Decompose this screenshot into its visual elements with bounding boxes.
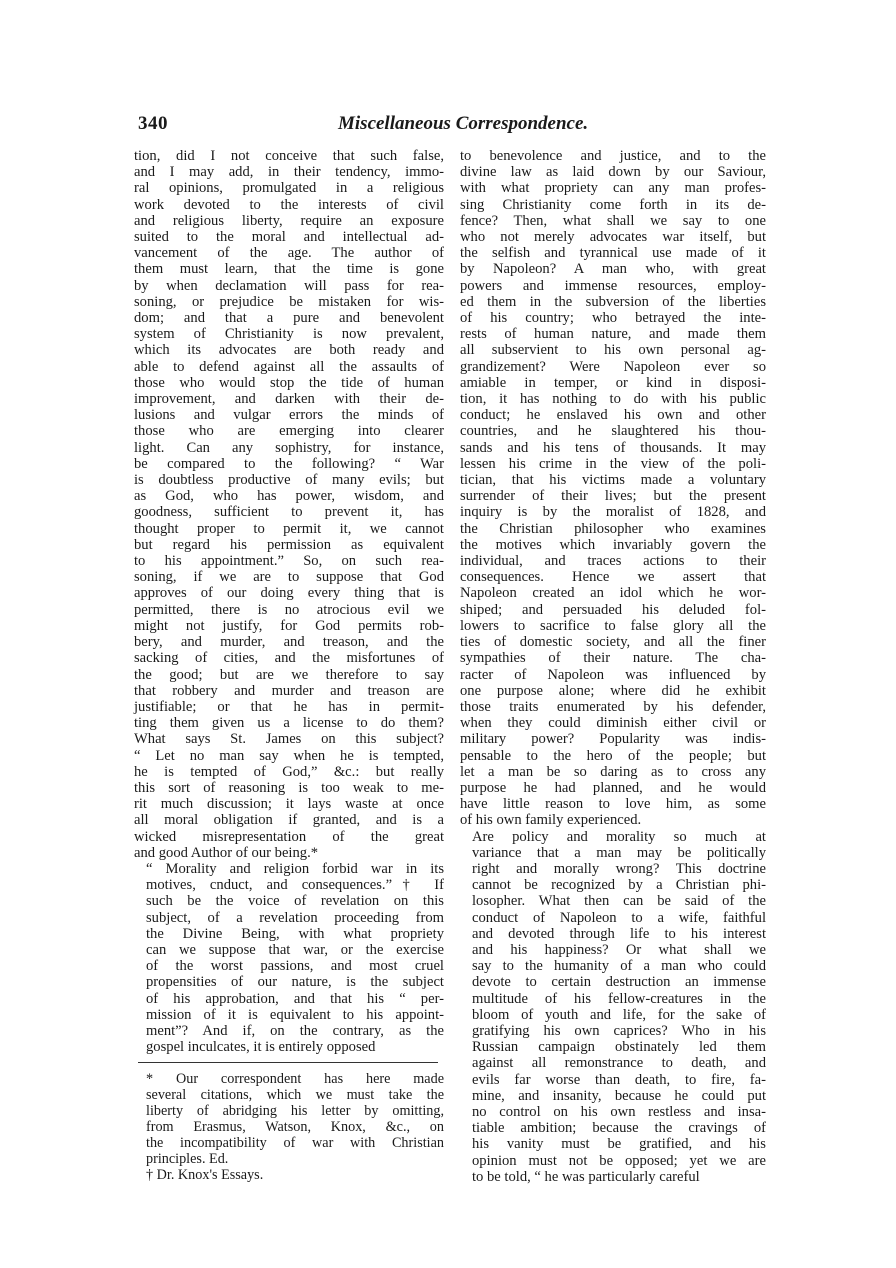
text-line: those who are emerging into clearer xyxy=(134,423,444,440)
text-line: who not merely advocates war itself, but xyxy=(460,229,766,246)
text-line: losopher. What then can be said of the xyxy=(472,893,766,910)
text-line: improvement, and darken with their de- xyxy=(134,391,444,408)
text-line: he is tempted of God,” &c.: but really xyxy=(134,763,444,780)
text-line: have little reason to love him, as some xyxy=(460,796,766,813)
text-line: consequences. Hence we assert that xyxy=(460,569,766,586)
text-line: all moral obligation if granted, and is a xyxy=(134,812,444,829)
text-line: of the worst passions, and most cruel xyxy=(146,958,444,975)
text-line: the Divine Being, with what propriety xyxy=(146,925,444,942)
text-line: right and morally wrong? This doctrine xyxy=(472,860,766,877)
text-line: able to defend against all the assaults of xyxy=(134,358,444,375)
text-line: variance that a man may be politically xyxy=(472,844,766,861)
text-line: to be told, “ he was particularly careful xyxy=(472,1168,700,1185)
text-line: opinion must not be opposed; yet we are xyxy=(472,1152,766,1169)
text-line: soning, or prejudice be mistaken for wis- xyxy=(134,293,444,310)
text-line: wicked misrepresentation of the great xyxy=(134,828,444,845)
text-line: ed them in the subversion of the liberties xyxy=(460,293,766,310)
text-line: when they could diminish either civil or xyxy=(460,715,766,732)
footnotes xyxy=(134,1071,444,1183)
text-line: Napoleon created an idol which he wor- xyxy=(460,585,766,602)
text-line: principles. Ed. xyxy=(146,1151,229,1168)
text-line: that robbery and murder and treason are xyxy=(134,682,444,699)
text-line: all subservient to his own personal ag- xyxy=(460,342,766,359)
text-line: liberty of abridging his letter by omitting, xyxy=(146,1103,444,1120)
text-line: ting them given us a license to do them? xyxy=(134,715,444,732)
text-line: Russian campaign obstinately led them xyxy=(472,1039,766,1056)
text-line: those who would stop the tide of human xyxy=(134,374,444,391)
text-line: bery, and murder, and treason, and the xyxy=(134,634,444,651)
text-line: the motives which invariably govern the xyxy=(460,536,766,553)
text-line: tion, did I not conceive that such false, xyxy=(134,148,444,164)
text-line: might not justify, for God permits rob- xyxy=(134,617,444,634)
text-line: this sort of reasoning is too weak to me- xyxy=(134,779,444,796)
text-line: subject, of a revelation proceeding from xyxy=(146,909,444,926)
text-line: motives, cnduct, and consequences.”† If xyxy=(146,877,444,894)
footnote-1 xyxy=(134,1071,444,1167)
text-line: tion, it has nothing to do with his public xyxy=(460,391,766,408)
footnote-2-text: † Dr. Knox's Essays. xyxy=(146,1167,264,1184)
text-line: of his approbation, and that his “ per- xyxy=(146,990,444,1007)
text-line: those traits enumerated by his defender, xyxy=(460,698,766,715)
text-line: dom; and that a pure and benevolent xyxy=(134,310,444,327)
text-line: the Christian philosopher who examines xyxy=(460,520,766,537)
text-line: justifiable; or that he has in permit- xyxy=(134,698,444,715)
left-paragraph-1 xyxy=(134,148,444,861)
text-line: by Napoleon? A man who, with great xyxy=(460,261,766,278)
text-line: racter of Napoleon was influenced by xyxy=(460,666,766,683)
text-line: “ Let no man say when he is tempted, xyxy=(134,747,444,764)
text-line: mine, and insanity, because he could put xyxy=(472,1087,766,1104)
page-number: 340 xyxy=(138,113,168,134)
text-line: multitude of his fellow-creatures in the xyxy=(472,990,766,1007)
text-line: which its advocates are both ready and xyxy=(134,342,444,359)
running-title: Miscellaneous Correspondence. xyxy=(338,113,589,134)
text-line: grandizement? Were Napoleon ever so xyxy=(460,358,766,375)
text-line: the selfish and tyrannical use made of it xyxy=(460,245,766,262)
text-line: powers and immense resources, employ- xyxy=(460,277,766,294)
right-paragraph-2 xyxy=(460,829,766,1185)
text-line: sands and his tens of thousands. It may xyxy=(460,439,766,456)
text-line: tiable ambition; because the cravings of xyxy=(472,1120,766,1137)
text-line: no control on his own restless and insa- xyxy=(472,1103,766,1120)
text-line: cannot be recognized by a Christian phi- xyxy=(472,877,766,894)
text-line: goodness, sufficient to prevent it, has xyxy=(134,504,444,521)
text-line: conduct; he enslaved his own and other xyxy=(460,407,766,424)
text-line: one purpose alone; where did he exhibit xyxy=(460,682,766,699)
text-line: say to the humanity of a man who could xyxy=(472,958,766,975)
text-line: pensable to the hero of the people; but xyxy=(460,747,766,764)
text-line: * Our correspondent has here made xyxy=(146,1071,444,1088)
text-line: light. Can any sophistry, for instance, xyxy=(134,439,444,456)
text-line: shiped; and persuaded his deluded fol- xyxy=(460,601,766,618)
text-line: sing Christianity come forth in its de- xyxy=(460,196,766,213)
text-line: from Erasmus, Watson, Knox, &c., on xyxy=(146,1119,444,1136)
text-line: by when declamation will pass for rea- xyxy=(134,277,444,294)
text-line: soning, if we are to suppose that God xyxy=(134,569,444,586)
text-line: and religious liberty, require an exposure xyxy=(134,212,444,229)
text-line: approves of our doing every thing that is xyxy=(134,585,444,602)
text-line: amiable in temper, or kind in disposi- xyxy=(460,374,766,391)
text-line: let a man be so daring as to cross any xyxy=(460,763,766,780)
text-line: ties of domestic society, and all the finer xyxy=(460,634,766,651)
left-paragraph-2 xyxy=(134,861,444,1055)
text-line: the incompatibility of war with Christian xyxy=(146,1135,444,1152)
text-line: his vanity must be gratified, and his xyxy=(472,1136,766,1153)
text-line: as God, who has power, wisdom, and xyxy=(134,488,444,505)
text-line: and his happiness? Or what shall we xyxy=(472,941,766,958)
text-line: individual, and traces actions to their xyxy=(460,553,766,570)
text-line: thought proper to permit it, we cannot xyxy=(134,520,444,537)
text-line: rests of human nature, and made them xyxy=(460,326,766,343)
text-line: tician, that his victims made a voluntary xyxy=(460,472,766,489)
text-line: system of Christianity is now prevalent, xyxy=(134,326,444,343)
text-line: gospel inculcates, it is entirely opposed xyxy=(146,1039,376,1056)
text-line: the good; but are we therefore to say xyxy=(134,666,444,683)
text-line: What says St. James on this subject? xyxy=(134,731,444,748)
text-line: purpose he had planned, and he would xyxy=(460,779,766,796)
text-line: lusions and vulgar errors the minds of xyxy=(134,407,444,424)
text-line: is doubtless productive of many evils; but xyxy=(134,472,444,489)
text-line: Are policy and morality so much at xyxy=(472,828,766,845)
right-column xyxy=(460,148,766,1185)
text-line: of his country; who betrayed the inte- xyxy=(460,310,766,327)
text-line: lowers to sacrifice to false glory all the xyxy=(460,617,766,634)
text-line: sacking of cities, and the misfortunes of xyxy=(134,650,444,667)
text-line: be compared to the following? “ War xyxy=(134,455,444,472)
text-line: propensities of our nature, is the subject xyxy=(146,974,444,991)
text-line: but regard his permission as equivalent xyxy=(134,536,444,553)
text-line: bloom of youth and life, for the sake of xyxy=(472,1006,766,1023)
text-line: ment”? And if, on the contrary, as the xyxy=(146,1022,444,1039)
text-line: and I may add, in their tendency, immo- xyxy=(134,164,444,181)
right-paragraph-1 xyxy=(460,148,766,829)
text-line: them must learn, that the time is gone xyxy=(134,261,444,278)
footnote-rule xyxy=(138,1062,438,1063)
text-line: several citations, which we must take the xyxy=(146,1087,444,1104)
text-line: sympathies of their nature. The cha- xyxy=(460,650,766,667)
text-line: surrender of their lives; but the present xyxy=(460,488,766,505)
text-line: military power? Popularity was indis- xyxy=(460,731,766,748)
text-line: work devoted to the interests of civil xyxy=(134,196,444,213)
running-head xyxy=(138,113,768,137)
text-line: against all remonstrance to death, and xyxy=(472,1055,766,1072)
text-line: ral opinions, promulgated in a religious xyxy=(134,180,444,197)
text-line: gratifying his own caprices? Who in his xyxy=(472,1022,766,1039)
text-line: lessen his crime in the view of the poli- xyxy=(460,455,766,472)
text-line: of his own family experienced. xyxy=(460,812,642,829)
text-line: suited to the moral and intellectual ad- xyxy=(134,229,444,246)
text-line: conduct of Napoleon to a wife, faithful xyxy=(472,909,766,926)
text-line: “ Morality and religion forbid war in its xyxy=(146,860,444,877)
text-line: such be the voice of revelation on this xyxy=(146,893,444,910)
text-line: divine law as laid down by our Saviour, xyxy=(460,164,766,181)
text-line: to his appointment.” So, on such rea- xyxy=(134,553,444,570)
text-line: vancement of the age. The author of xyxy=(134,245,444,262)
text-line: with what propriety can any man profes- xyxy=(460,180,766,197)
text-line: inquiry is by the moralist of 1828, and xyxy=(460,504,766,521)
text-line: countries, and he slaughtered his thou- xyxy=(460,423,766,440)
footnote-2 xyxy=(134,1167,444,1183)
text-line: evils far worse than death, to fire, fa- xyxy=(472,1071,766,1088)
text-line: permitted, there is no atrocious evil we xyxy=(134,601,444,618)
left-column xyxy=(134,148,444,1183)
text-line: rit much discussion; it lays waste at once xyxy=(134,796,444,813)
text-line: can we suppose that war, or the exercise xyxy=(146,941,444,958)
text-line: devote to certain destruction an immense xyxy=(472,974,766,991)
text-line: and devoted through life to his interest xyxy=(472,925,766,942)
text-line: to benevolence and justice, and to the xyxy=(460,148,766,164)
text-line: fence? Then, what shall we say to one xyxy=(460,212,766,229)
text-line: and good Author of our being.* xyxy=(134,844,319,861)
text-line: mission of it is equivalent to his appoint- xyxy=(146,1006,444,1023)
